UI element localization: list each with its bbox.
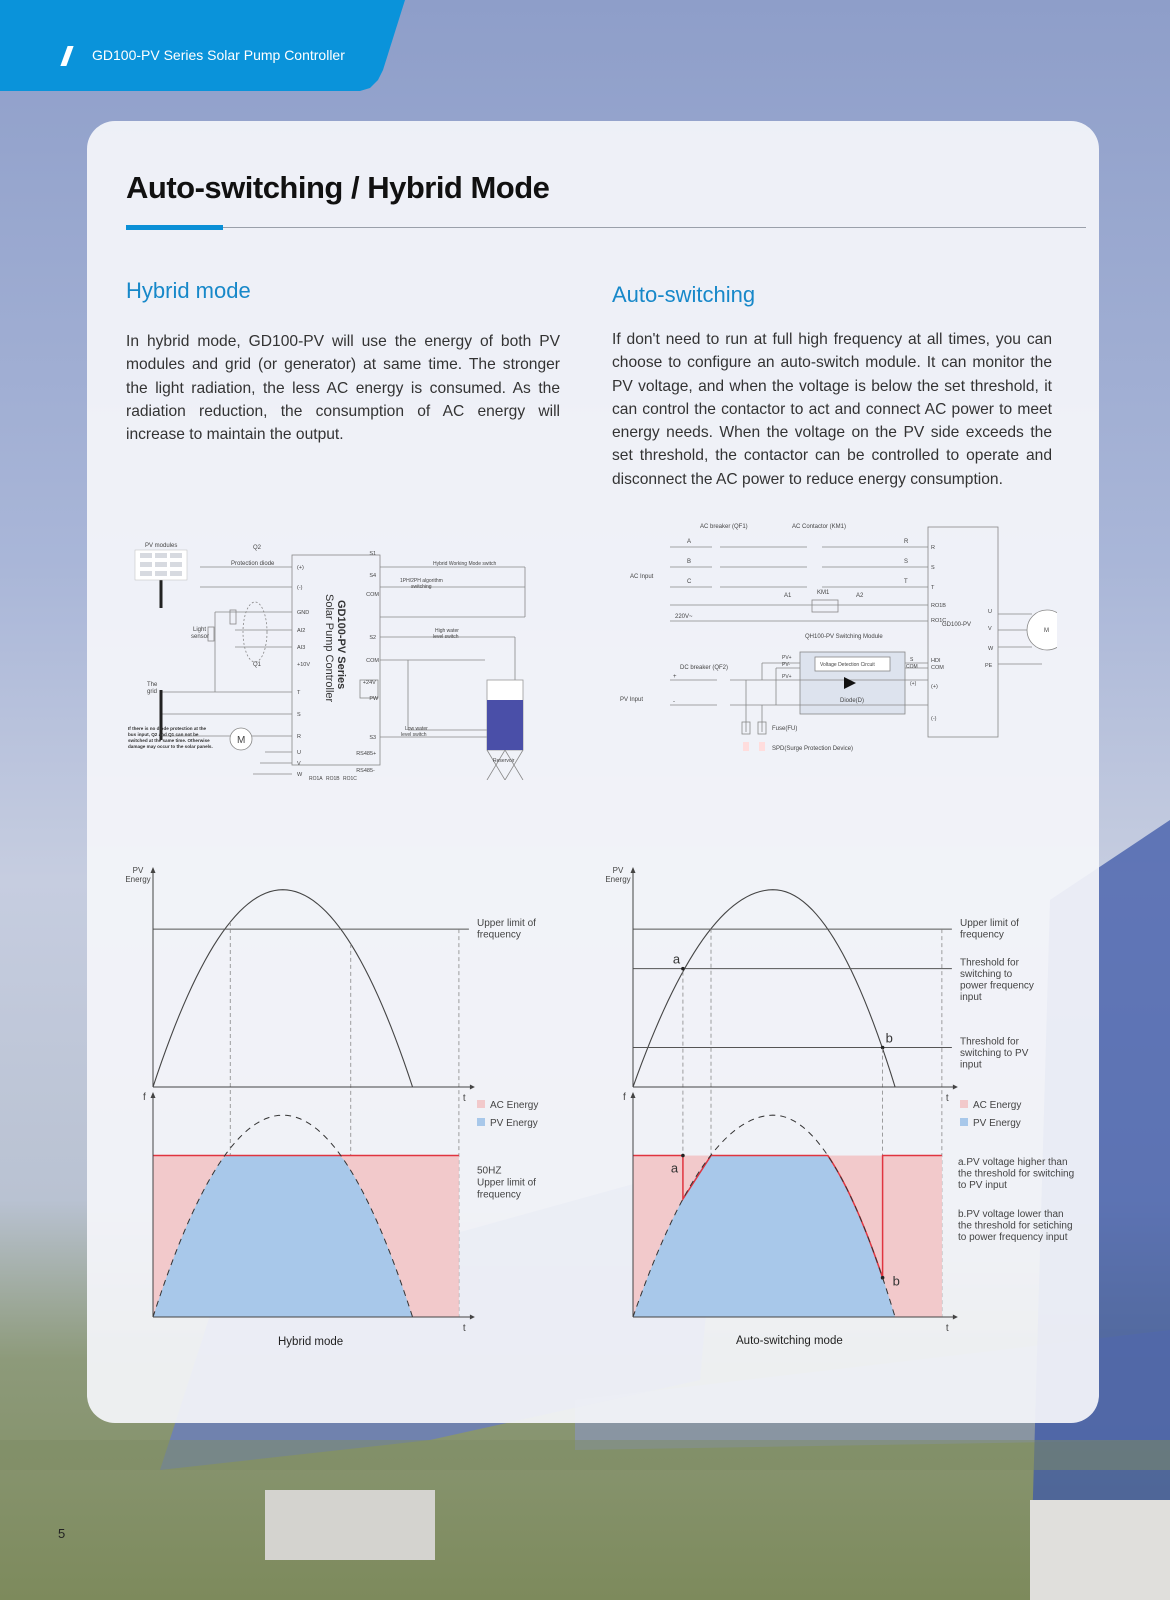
protection-diode-label: Protection diode	[231, 561, 275, 567]
auto-heading: Auto-switching	[612, 282, 756, 307]
diode-label: Diode(D)	[840, 698, 865, 704]
pv-energy-curve	[633, 890, 895, 1087]
threshold-label: Upper limit of	[477, 918, 536, 930]
terminal-label: (-)	[297, 585, 303, 591]
terminal-label: GND	[297, 610, 310, 616]
note-label: to PV input	[958, 1180, 1007, 1191]
pv-energy-curve	[153, 890, 413, 1087]
light-sensor-label-2: sensor	[191, 634, 210, 640]
motor-label: M	[237, 735, 246, 746]
point-b-label: b	[885, 1030, 893, 1046]
note-label: to power frequency input	[958, 1232, 1068, 1243]
q1-label: Q1	[253, 662, 262, 668]
terminal-label: T	[931, 585, 935, 591]
controller-name-2: Solar Pump Controller	[323, 594, 335, 703]
hybrid-mode-caption: Hybrid mode	[278, 1336, 344, 1348]
legend-pv-swatch	[477, 1118, 485, 1126]
x-axis-label: t	[462, 1093, 466, 1104]
auto-mode-caption: Auto-switching mode	[736, 1335, 843, 1347]
ctrl-name-label: GD100-PV	[942, 622, 972, 628]
out-t-label: T	[904, 579, 908, 585]
limit-label: Upper limit of	[477, 1177, 536, 1189]
x-axis-label: t	[462, 1323, 466, 1334]
threshold-label: switching to	[960, 969, 1013, 981]
legend-ac-swatch	[477, 1100, 485, 1108]
terminal-label: S3	[369, 735, 377, 741]
threshold-label: switching to PV	[960, 1048, 1029, 1060]
terminal-label: RO1B	[326, 776, 340, 780]
threshold-label: frequency	[477, 929, 521, 941]
legend-ac-label: AC Energy	[490, 1100, 539, 1111]
pv-plus-2-label: PV+	[782, 674, 792, 680]
terminal-label: (+)	[931, 684, 938, 690]
point-b-label: b	[892, 1273, 900, 1289]
terminal-label: +10V	[297, 662, 310, 668]
module-title: QH100-PV Switching Module	[805, 634, 883, 640]
title-accent-bar	[126, 225, 223, 230]
threshold-label: Threshold for	[960, 957, 1019, 969]
high-water-label-2: level switch	[433, 634, 459, 640]
terminal-label: W	[988, 646, 994, 652]
terminal-label: W	[297, 772, 303, 778]
terminal-label: RS485+	[356, 751, 377, 757]
y-axis-arrow	[631, 1092, 636, 1098]
terminal-label: S	[297, 712, 301, 718]
charts	[0, 860, 1170, 1350]
a1-label: A1	[784, 593, 792, 599]
terminal-label: R	[931, 545, 935, 551]
x-axis-arrow	[470, 1085, 475, 1090]
a2-label: A2	[856, 593, 864, 599]
q2-label: Q2	[253, 545, 262, 551]
pv-modules-label: PV modules	[145, 543, 178, 549]
out-r-label: R	[904, 539, 909, 545]
y-axis-label: Energy	[605, 875, 631, 884]
page-title: Auto-switching / Hybrid Mode	[126, 170, 550, 205]
hybrid-paragraph: In hybrid mode, GD100-PV will use the energy of both PV modules and grid (or generator) at same time. The stronger the light radiation, the less AC energy is consumed. As the radiation reduction, the consumption of AC energy will increase to maintain the output.	[126, 333, 560, 444]
reservoir-label: Reservoir	[493, 758, 515, 764]
ac-energy-area	[883, 1156, 942, 1317]
hybrid-wiring-diagram	[125, 540, 550, 780]
point-a-label: a	[672, 951, 681, 967]
warning-line-1: If there is no diode protection at the	[128, 726, 207, 731]
terminal-label: RO1B	[931, 603, 946, 609]
header-title: GD100-PV Series Solar Pump Controller	[92, 47, 345, 63]
x-axis-label: t	[945, 1093, 949, 1104]
legend-ac-swatch	[960, 1100, 968, 1108]
threshold-label: power frequency	[960, 980, 1034, 992]
terminal-label: COM	[366, 658, 379, 664]
terminal-label: COM	[366, 592, 379, 598]
fuse-label: Fuse(FU)	[772, 726, 798, 732]
terminal-label: (+)	[297, 565, 304, 571]
terminal-label: HDI	[931, 658, 941, 664]
warning-line-4: damage may occur to the solar panels.	[128, 744, 213, 749]
terminal-label: V	[988, 626, 992, 632]
pv-plus-label: PV+	[782, 655, 792, 661]
terminal-label: COM	[931, 665, 944, 671]
note-label: a.PV voltage higher than	[958, 1157, 1068, 1168]
terminal-label: V	[297, 761, 301, 767]
note-label: the threshold for setiching	[958, 1220, 1073, 1232]
phase-a-label: A	[687, 539, 692, 545]
warning-line-3: switched at the same time. Otherwise	[128, 738, 210, 743]
legend-ac-label: AC Energy	[973, 1100, 1022, 1111]
y-axis-label: Energy	[125, 875, 151, 884]
legend-pv-label: PV Energy	[490, 1118, 538, 1129]
y-axis-label: f	[623, 1092, 626, 1103]
pv-plus-sign: +	[673, 674, 677, 680]
terminal-label: RO1C	[931, 618, 947, 624]
auto-switch-wiring-diagram	[612, 522, 1057, 787]
threshold-label: frequency	[960, 929, 1004, 941]
grid-label-2: grid	[147, 689, 158, 695]
algo-label-2: switching	[411, 584, 432, 590]
terminal-label: (-)	[931, 716, 937, 722]
terminal-label: S4	[369, 573, 377, 579]
limit-label: 50HZ	[477, 1165, 502, 1177]
y-axis-label: PV	[612, 866, 624, 875]
limit-label: frequency	[477, 1189, 521, 1201]
terminal-label: PW	[369, 696, 379, 702]
low-water-label-2: level switch	[401, 732, 427, 738]
low-water-label: Low water	[405, 726, 428, 732]
header-tab	[0, 0, 405, 91]
com-label: COM	[906, 664, 918, 670]
terminal-label: RO1C	[343, 776, 357, 780]
threshold-label: input	[960, 1059, 982, 1071]
threshold-label: Threshold for	[960, 1036, 1019, 1048]
high-water-label: High water	[435, 628, 459, 634]
terminal-label: S1	[369, 551, 377, 557]
algo-label: 1PH/2PH algorithm	[400, 578, 443, 584]
hybrid-switch-label: Hybrid Working Mode switch	[433, 561, 497, 567]
hybrid-heading: Hybrid mode	[126, 278, 251, 303]
km1-label: KM1	[817, 590, 830, 596]
warning-line-2: bus input, Q2 and Q1 can not be	[128, 732, 199, 737]
light-sensor-label: Light	[193, 627, 207, 633]
note-label: b.PV voltage lower than	[958, 1209, 1064, 1220]
pv-minus-label: PV-	[782, 662, 791, 668]
x-axis-label: t	[945, 1323, 949, 1334]
legend-pv-label: PV Energy	[973, 1118, 1021, 1129]
ac-input-label: AC Input	[630, 574, 654, 580]
terminal-label: AI3	[297, 645, 306, 651]
y-axis-label: f	[143, 1092, 146, 1103]
grid-label: The	[147, 682, 158, 688]
threshold-label: input	[960, 992, 982, 1004]
point-a-marker	[681, 967, 685, 971]
terminal-label: AI2	[297, 628, 306, 634]
x-axis-arrow	[953, 1085, 958, 1090]
terminal-label: +24V	[362, 680, 376, 686]
terminal-label: S	[931, 565, 935, 571]
ac-breaker-label: AC breaker (QF1)	[700, 524, 748, 530]
y-axis-arrow	[631, 867, 636, 873]
phase-c-label: C	[687, 579, 692, 585]
spd-label: SPD(Surge Protection Device)	[772, 746, 854, 752]
terminal-label: RO1A	[309, 776, 323, 780]
terminal-label: RS485-	[356, 768, 375, 774]
out-s-label: S	[904, 559, 909, 565]
auto-paragraph: If don't need to run at full high frequency at all times, you can choose to configure an auto-switch module. It can monitor the PV voltage, and when the voltage is below the set threshold, it can control the contactor to act and connect AC power to meet energy needs. When the voltage on the PV side exceeds the set threshold, the contactor can be controlled to operate and disconnect the AC power to reduce energy consumption.	[612, 331, 1052, 488]
legend-pv-swatch	[960, 1118, 968, 1126]
x-axis-arrow	[470, 1315, 475, 1320]
ac-contactor-label: AC Contactor (KM1)	[792, 524, 847, 530]
terminal-label: PE	[985, 663, 993, 669]
plus-label: (+)	[910, 681, 917, 687]
point-a-label: a	[670, 1160, 679, 1176]
pv-input-label: PV Input	[620, 697, 644, 703]
x-axis-arrow	[953, 1315, 958, 1320]
controller-name: GD100-PV Series	[335, 600, 347, 690]
voltage-220-label: 220V~	[675, 614, 693, 620]
point-a-marker	[681, 1154, 685, 1158]
page-number: 5	[58, 1526, 66, 1541]
y-axis-arrow	[151, 1092, 156, 1098]
note-label: the threshold for switching	[958, 1168, 1075, 1180]
terminal-label: U	[297, 750, 301, 756]
voltage-circuit-label: Voltage Detection Circuit	[820, 662, 875, 668]
pv-minus-sign: -	[673, 699, 675, 705]
terminal-label: R	[297, 734, 301, 740]
y-axis-arrow	[151, 867, 156, 873]
y-axis-label: PV	[132, 866, 144, 875]
s-label: S	[910, 657, 914, 663]
phase-b-label: B	[687, 559, 692, 565]
terminal-label: U	[988, 609, 992, 615]
terminal-label: T	[297, 690, 301, 696]
threshold-label: Upper limit of	[960, 918, 1019, 930]
auto-motor-label: M	[1044, 628, 1049, 634]
dc-breaker-label: DC breaker (QF2)	[680, 665, 729, 671]
title-divider	[126, 227, 1086, 228]
terminal-label: S2	[369, 635, 377, 641]
